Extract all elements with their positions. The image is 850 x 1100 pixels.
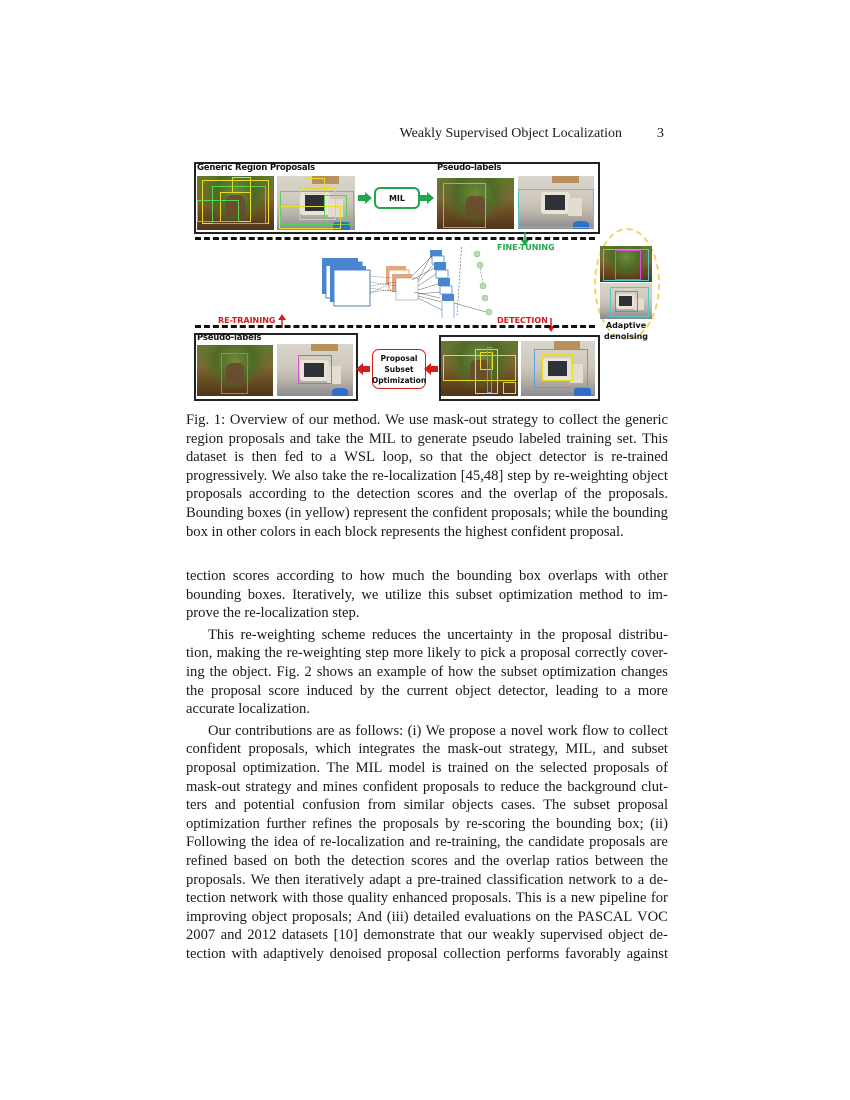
bounding-box <box>232 177 251 193</box>
blue-object <box>332 388 349 396</box>
blue-object <box>574 387 590 396</box>
pseudo-labels-top-label: Pseudo-labels <box>437 163 502 173</box>
figure-caption <box>186 411 668 541</box>
bounding-box <box>221 353 248 395</box>
text-line: bounding boxes. Iteratively, we utilize this subset optimization method to im- <box>186 586 668 603</box>
paragraph-2 <box>186 626 668 719</box>
detection-label: DETECTION <box>497 316 548 325</box>
text-line: prove the re-localization step. <box>186 605 360 622</box>
computer-image-denoised <box>600 283 652 319</box>
deer-image-proposals <box>197 176 274 230</box>
cabinet <box>554 341 580 349</box>
bounding-box <box>298 355 331 384</box>
deer-image-bottom-pseudo-label <box>197 345 273 396</box>
bounding-box <box>615 291 639 312</box>
fine-tuning-label: FINE-TUNING <box>497 243 555 252</box>
bounding-box <box>443 183 485 228</box>
page-number: 3 <box>657 126 664 141</box>
denoising-label-line: denoising <box>603 332 648 341</box>
adaptive-denoising-label <box>596 320 656 342</box>
caption-line: progressively. We also take the re-localization [45,48] step by re-weighting object <box>186 467 668 484</box>
deer-image-pseudo-label <box>437 178 514 229</box>
re-training-label: RE-TRAINING <box>218 316 276 325</box>
text-line: ing the object. Fig. 2 shows an example of how the subset optimization changes <box>186 663 668 680</box>
computer-image-bottom-pseudo-label <box>277 344 353 396</box>
adaptive-label-line: Adaptive <box>605 321 647 330</box>
running-head <box>186 126 666 144</box>
bounding-box <box>603 249 650 281</box>
dashed-separator-bottom <box>195 325 595 328</box>
running-head-title: Weakly Supervised Object Localization <box>399 126 622 141</box>
caption-line: Fig. 1: Overview of our method. We use mask-out strategy to collect the generic <box>186 412 668 428</box>
text-line: tection network with those quality enhanced proposals. This is a new pipeline for <box>186 890 668 907</box>
paragraph-3 <box>186 722 668 964</box>
text-line: refined based on both the detection scores and the overlap ratios between the <box>186 852 668 869</box>
bounding-box <box>197 200 239 222</box>
pseudo-labels-bottom-label: Pseudo-labels <box>197 333 262 343</box>
caption-line: proposals according to the detection scores and the overlap of the proposals. <box>186 486 668 503</box>
mil-box: MIL <box>374 187 420 209</box>
deer-image-detection <box>441 341 518 396</box>
green-arrow-right-icon <box>358 192 372 204</box>
text-line: This re-weighting scheme reduces the uncertainty in the proposal distribu- <box>208 626 668 643</box>
paragraph-1 <box>186 567 668 623</box>
dashed-separator-top <box>195 237 595 240</box>
computer-image-detection <box>521 341 595 396</box>
text-line: tection with adaptively denoised proposal collection performs favorably against <box>186 945 668 962</box>
caption-line: dataset is then fed to a WSL loop, so that the object detector is re-trained <box>186 449 668 466</box>
text-line: mask-out strategy and mines confident proposals to reduce the background clut- <box>186 778 668 795</box>
computer-image-proposals <box>277 176 355 230</box>
caption-line: Bounding boxes (in yellow) represent the confident proposals; while the bounding <box>186 504 668 521</box>
pso-label-line: Optimization <box>371 375 427 385</box>
cnn-network-diagram <box>314 246 504 326</box>
text-line: 2007 and 2012 datasets [10] demonstrate that our weakly supervised object de- <box>186 927 668 944</box>
bounding-box <box>487 347 492 394</box>
body-text <box>186 567 668 966</box>
bounding-box <box>518 189 594 229</box>
bounding-box <box>324 195 347 222</box>
text-line: proposal optimization. The MIL model is trained on the selected proposals of <box>186 759 668 776</box>
pso-label-line: Proposal <box>380 353 418 363</box>
text-line: tection scores according to how much the bounding box overlaps with other <box>186 568 668 584</box>
red-arrow-left-icon <box>356 363 370 375</box>
text-line: accurate localization. <box>186 701 310 718</box>
bounding-box <box>542 354 573 380</box>
caption-line: box in other colors in each block represents the highest confident proposal. <box>186 523 624 540</box>
text-line: tion, making the re-weighting step more likely to pick a proposal correctly cover- <box>186 645 668 662</box>
deer-image-denoised <box>600 246 652 282</box>
generic-region-proposals-label: Generic Region Proposals <box>197 163 315 173</box>
text-line: Following the idea of re-localization and re-training, the candidate proposals are <box>186 834 668 851</box>
text-line: proposals. We then iteratively adapt a pre-trained classification network to a de- <box>186 871 668 888</box>
cabinet <box>552 176 579 183</box>
bounding-box <box>503 382 517 394</box>
caption-line: region proposals and take the MIL to generate pseudo labeled training set. This <box>186 430 668 447</box>
text-line: improving object proposals; And (iii) detailed evaluations on the PASCAL VOC <box>186 908 668 925</box>
text-line: Our contributions are as follows: (i) We propose a novel work flow to collect <box>208 722 668 739</box>
computer-image-pseudo-label <box>518 176 594 229</box>
green-arrow-right-icon <box>420 192 434 204</box>
text-line: optimization further refines the proposals by re-scoring the bounding box; (ii) <box>186 815 668 832</box>
pso-label-line: Subset <box>384 364 414 374</box>
red-arrow-left-icon <box>424 363 438 375</box>
text-line: the proposal score induced by the current object detector, leading to a more <box>186 682 668 699</box>
text-line: confident proposals, which integrates the mask-out strategy, MIL, and subset <box>186 741 668 758</box>
proposal-subset-optimization-box <box>372 349 426 389</box>
text-line: ters and potential confusion from similar objects cases. The subset proposal <box>186 797 668 814</box>
cabinet <box>311 344 338 351</box>
figure-1 <box>186 156 670 406</box>
